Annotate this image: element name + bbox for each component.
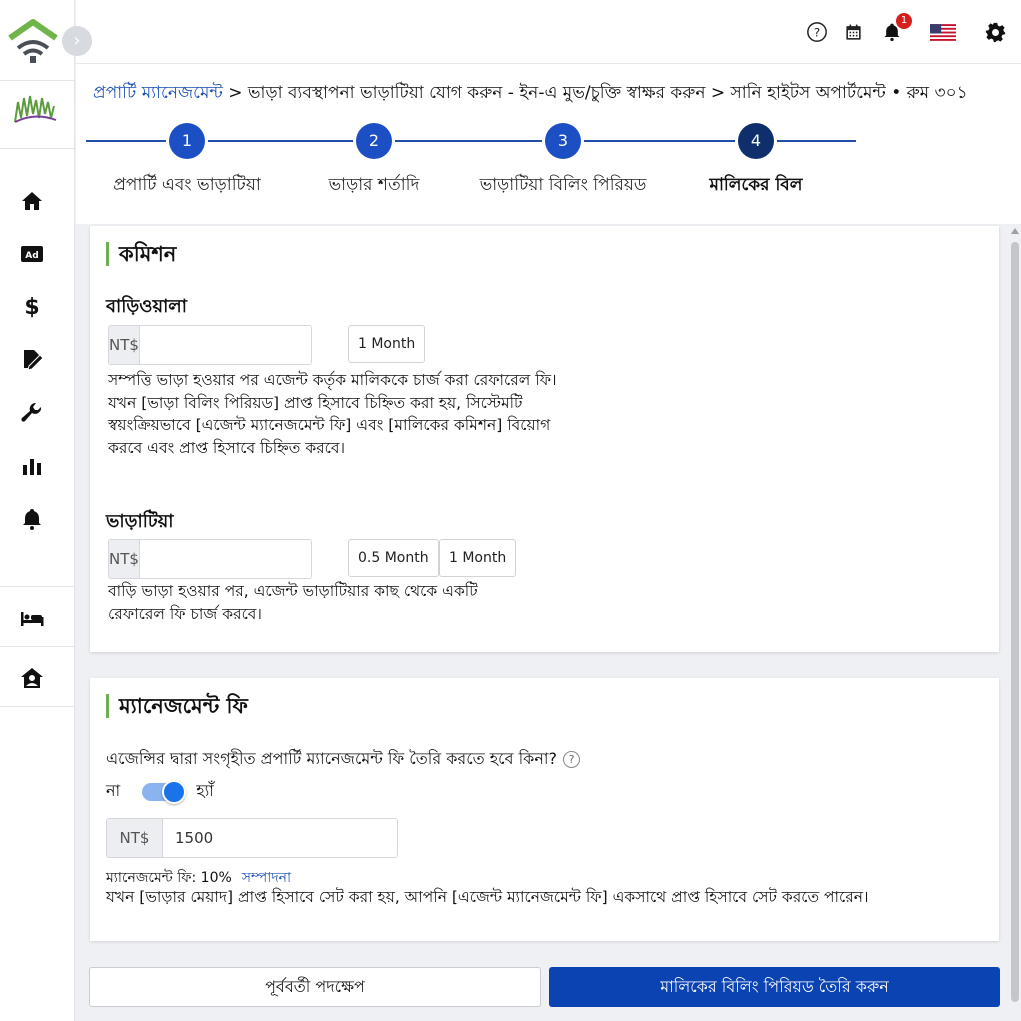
management-fee-question-text: এজেন্সির দ্বারা সংগৃহীত প্রপার্টি ম্যানেজমেন্ট ফি তৈরি করতে হবে কিনা? — [106, 749, 558, 768]
step-3-circle[interactable]: 3 — [545, 123, 581, 159]
landlord-description: সম্পত্তি ভাড়া হওয়ার পর এজেন্ট কর্তৃক মালিককে চার্জ করা রেফারেল ফি। যখন [ভাড়া বিলিং পিরিয়ড] প্রাপ্ত হিসাবে চিহ্নিত করা হয়, সিস্টেমটি স্বয়ংক্রিয়ভাবে [এজেন্ট ম্যানেজমেন্ট ফি] এবং [মালিকের কমিশন] বিয়োগ করবে এবং প্রাপ্ত হিসাবে চিহ্নিত করবে। — [108, 371, 557, 457]
step-1-circle[interactable]: 1 — [169, 123, 205, 159]
notification-bell-icon[interactable] — [880, 15, 908, 44]
sidebar — [0, 0, 75, 1021]
management-fee-input[interactable] — [163, 819, 397, 857]
help-icon[interactable]: ? — [563, 751, 580, 768]
scrollbar[interactable] — [1010, 228, 1020, 1008]
step-1-label: প্রপার্টি এবং ভাড়াটিয়া — [113, 175, 261, 195]
top-bar — [76, 0, 1021, 64]
help-icon[interactable] — [805, 20, 829, 44]
scroll-up-arrow-icon[interactable] — [1011, 228, 1019, 234]
previous-step-button[interactable]: পূর্ববর্তী পদক্ষেপ — [89, 967, 541, 1007]
ad-icon[interactable] — [18, 240, 46, 268]
sidebar-divider — [0, 646, 75, 647]
tenant-commission-input[interactable] — [140, 540, 312, 578]
toggle-on-label: হ্যাঁ — [196, 781, 214, 800]
commission-card — [90, 226, 999, 652]
breadcrumb — [93, 80, 968, 108]
dollar-icon[interactable] — [18, 293, 46, 321]
currency-prefix: NT$ — [109, 326, 140, 364]
sidebar-divider — [0, 706, 75, 707]
sidebar-divider — [0, 80, 75, 81]
sidebar-divider — [0, 586, 75, 587]
step-3-label: ভাড়াটিয়া বিলিং পিরিয়ড — [479, 175, 647, 195]
commission-title: কমিশন — [106, 242, 176, 266]
management-fee-toggle[interactable] — [142, 783, 184, 801]
wrench-icon[interactable] — [18, 399, 46, 427]
step-4-circle[interactable]: 4 — [738, 123, 774, 159]
landlord-1-month-button[interactable]: 1 Month — [348, 325, 425, 363]
sidebar-divider — [0, 148, 75, 149]
contract-sign-icon[interactable] — [18, 346, 46, 374]
management-fee-title: ম্যানেজমেন্ট ফি — [106, 694, 248, 718]
dollar-icon-glyph: $ — [24, 294, 40, 320]
management-fee-rate-label: ম্যানেজমেন্ট ফি: 10% — [106, 870, 232, 886]
house-user-icon[interactable] — [18, 664, 46, 692]
currency-prefix: NT$ — [109, 540, 140, 578]
step-4-label: মালিকের বিল — [709, 175, 803, 195]
expand-sidebar-button[interactable] — [62, 26, 92, 56]
gear-icon[interactable] — [983, 20, 1007, 44]
edit-fee-link[interactable]: সম্পাদনা — [241, 870, 292, 886]
help-icon-glyph: ? — [813, 25, 821, 40]
organization-logo-icon — [12, 92, 58, 126]
currency-prefix: NT$ — [107, 819, 163, 857]
header-area — [76, 64, 1021, 224]
breadcrumb-rest: > ভাড়া ব্যবস্থাপনা ভাড়াটিয়া যোগ করুন - ইন-এ মুভ/চুক্তি স্বাক্ষর করুন > সানি হাইটস অপার্টমেন্ট • রুম ৩০১ — [222, 83, 968, 103]
landlord-commission-input[interactable] — [140, 326, 312, 364]
us-flag-icon[interactable] — [929, 20, 957, 44]
management-fee-card — [90, 678, 999, 941]
management-fee-toggle-row — [106, 778, 214, 805]
tenant-1-month-button[interactable]: 1 Month — [439, 539, 516, 577]
step-2-label: ভাড়ার শর্তাদি — [328, 175, 420, 195]
bed-icon[interactable] — [18, 604, 46, 632]
tenant-commission-input-group — [108, 539, 312, 579]
toggle-knob[interactable] — [162, 780, 186, 804]
landlord-commission-input-group — [108, 325, 312, 365]
home-icon[interactable] — [18, 187, 46, 215]
toggle-off-label: না — [106, 781, 121, 800]
tenant-description: বাড়ি ভাড়া হওয়ার পর, এজেন্ট ভাড়াটিয়ার কাছ থেকে একটি রেফারেল ফি চার্জ করবে। — [108, 582, 478, 623]
step-2-circle[interactable]: 2 — [356, 123, 392, 159]
breadcrumb-link-property-management[interactable]: প্রপার্টি ম্যানেজমেন্ট — [93, 83, 223, 103]
landlord-title: বাড়িওয়ালা — [106, 296, 187, 317]
calendar-icon[interactable] — [841, 20, 865, 44]
notification-badge: 1 — [896, 13, 912, 29]
tenant-0-5-month-button[interactable]: 0.5 Month — [348, 539, 439, 577]
bar-chart-icon[interactable] — [18, 452, 46, 480]
tenant-title: ভাড়াটিয়া — [106, 511, 174, 532]
create-owner-billing-period-button[interactable]: মালিকের বিলিং পিরিয়ড তৈরি করুন — [549, 967, 1000, 1007]
management-fee-question — [106, 746, 580, 773]
management-fee-input-group — [106, 818, 398, 858]
ad-icon-label: Ad — [25, 251, 39, 261]
wifi-home-logo-icon[interactable] — [8, 18, 58, 64]
bell-icon[interactable] — [18, 505, 46, 533]
management-fee-note: যখন [ভাড়ার মেয়াদ] প্রাপ্ত হিসাবে সেট করা হয়, আপনি [এজেন্ট ম্যানেজমেন্ট ফি] একসাথে প্রাপ্ত হিসাবে সেট করতে পারেন। — [106, 888, 869, 906]
scroll-thumb[interactable] — [1011, 242, 1019, 1002]
chevron-right-icon: › — [73, 30, 81, 51]
